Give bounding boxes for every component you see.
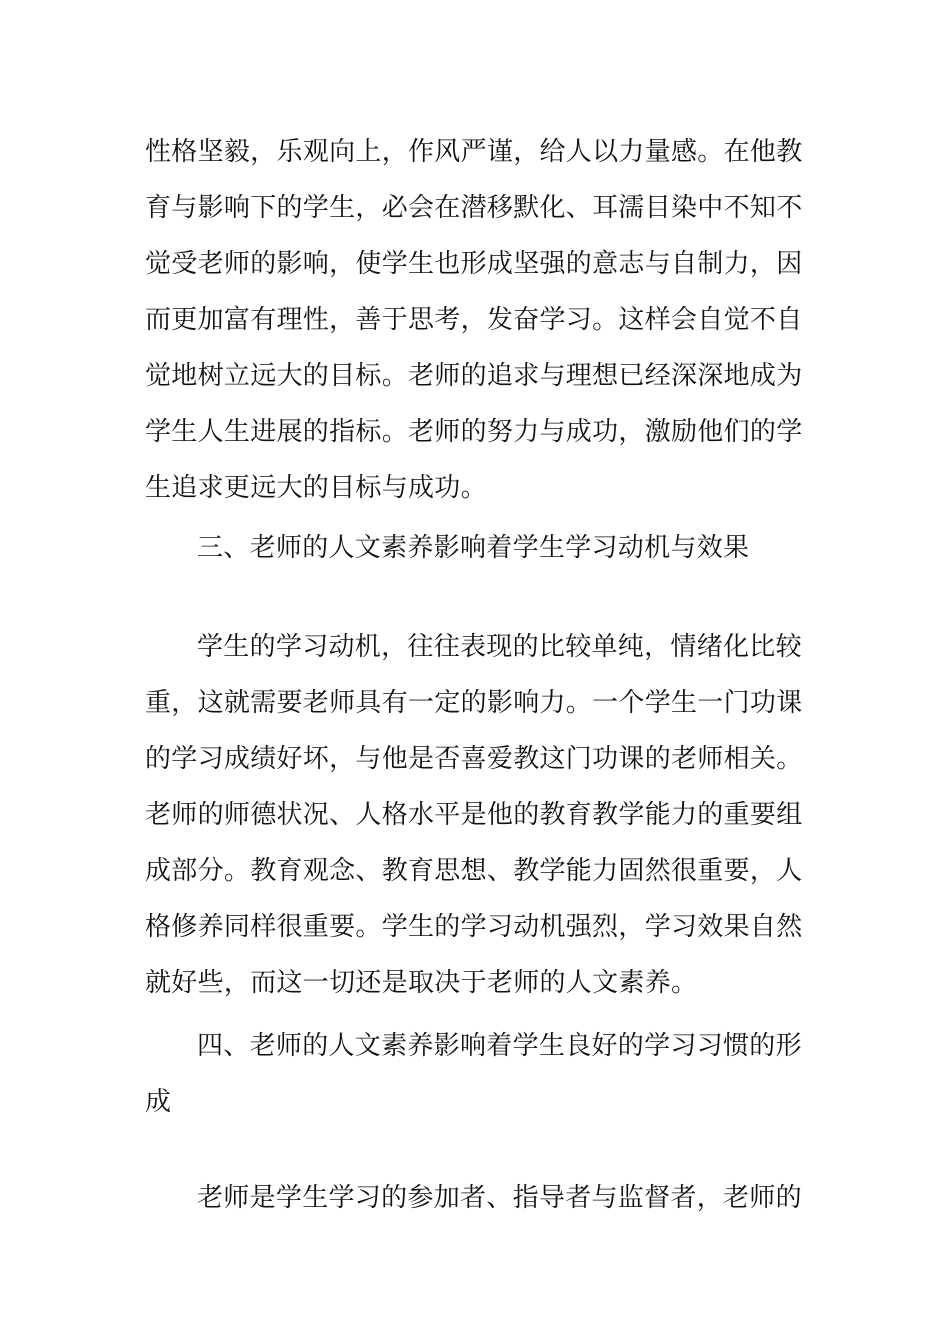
- paragraph-line: 育与影响下的学生，必会在潜移默化、耳濡目染中不知不: [145, 193, 803, 223]
- paragraph-line: 生追求更远大的目标与成功。: [145, 473, 487, 503]
- paragraph-line: 格修养同样很重要。学生的学习动机强烈，学习效果自然: [145, 912, 803, 942]
- paragraph-line: 老师是学生学习的参加者、指导者与监督者，老师的: [197, 1183, 802, 1213]
- paragraph-line: 的学习成绩好坏，与他是否喜爱教这门功课的老师相关。: [145, 744, 803, 774]
- body-paragraph: [145, 619, 810, 1011]
- section-heading: [145, 520, 810, 576]
- paragraph-line: 学生的学习动机，往往表现的比较单纯，情绪化比较: [197, 632, 802, 662]
- body-paragraph: [145, 1170, 810, 1226]
- paragraph-line: 成部分。教育观念、教育思想、教学能力固然很重要，人: [145, 856, 803, 886]
- paragraph-line: 性格坚毅，乐观向上，作风严谨，给人以力量感。在他教: [145, 137, 803, 167]
- heading-line: 四、老师的人文素养影响着学生良好的学习习惯的形: [197, 1031, 802, 1061]
- paragraph-line: 重，这就需要老师具有一定的影响力。一个学生一门功课: [145, 688, 803, 718]
- body-paragraph: [145, 124, 810, 516]
- heading-line: 成: [145, 1087, 172, 1117]
- section-heading: [145, 1018, 810, 1130]
- paragraph-line: 而更加富有理性，善于思考，发奋学习。这样会自觉不自: [145, 305, 803, 335]
- paragraph-line: 就好些，而这一切还是取决于老师的人文素养。: [145, 968, 698, 998]
- paragraph-line: 老师的师德状况、人格水平是他的教育教学能力的重要组: [145, 800, 803, 830]
- heading-line: 三、老师的人文素养影响着学生学习动机与效果: [197, 533, 750, 563]
- paragraph-line: 觉受老师的影响，使学生也形成坚强的意志与自制力，因: [145, 249, 803, 279]
- paragraph-line: 学生人生进展的指标。老师的努力与成功，激励他们的学: [145, 417, 803, 447]
- paragraph-line: 觉地树立远大的目标。老师的追求与理想已经深深地成为: [145, 361, 803, 391]
